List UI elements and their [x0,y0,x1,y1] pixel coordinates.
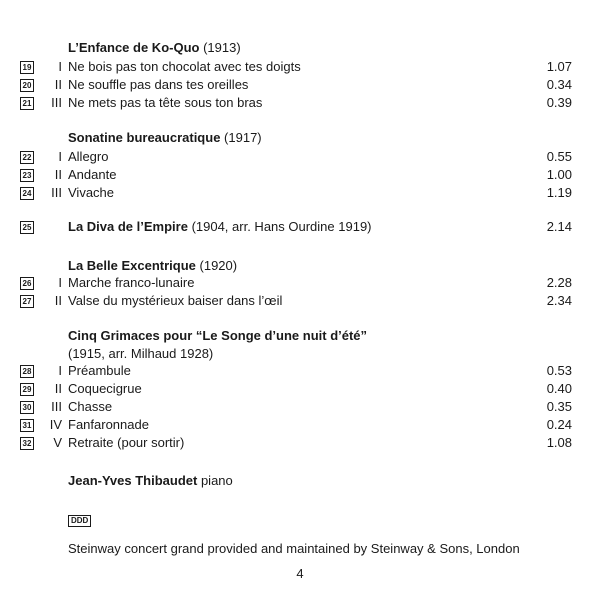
movement-title: Andante [68,167,117,182]
track-duration: 0.35 [546,399,572,414]
movement-title: Coquecigrue [68,381,142,396]
movement-title: Ne bois pas ton chocolat avec tes doigts [68,59,301,74]
track-duration: 1.07 [546,59,572,74]
track-row [0,166,600,184]
track-row [0,398,600,416]
movement-title: Marche franco-lunaire [68,275,195,290]
track-row [0,434,600,452]
track-row [0,380,600,398]
track-number: 28 [20,365,34,378]
instrument-credit: Steinway concert grand provided and maintained by Steinway & Sons, London [68,541,520,556]
track-row [0,184,600,202]
track-duration: 1.08 [546,435,572,450]
movement-numeral: III [51,399,62,414]
movement-title: Allegro [68,149,109,164]
track-number: 19 [20,61,34,74]
movement-title: Valse du mystérieux baiser dans l’œil [68,293,283,308]
track-number: 27 [20,295,34,308]
movement-numeral: III [51,95,62,110]
movement-title: Fanfaronnade [68,417,149,432]
track-duration: 2.14 [546,219,572,234]
work-details: (1915, arr. Milhaud 1928) [68,346,214,361]
track-duration: 1.19 [546,185,572,200]
track-number: 21 [20,97,34,110]
track-row [0,58,600,76]
track-number: 32 [20,437,34,450]
track-duration: 1.00 [546,167,572,182]
movement-title: Ne souffle pas dans tes oreilles [68,77,249,92]
track-duration: 0.53 [546,363,572,378]
track-number: 24 [20,187,34,200]
performer-credit [68,473,233,489]
movement-numeral: III [51,185,62,200]
movement-numeral: II [54,293,62,308]
track-row [0,416,600,434]
track-row [0,148,600,166]
movement-title: Chasse [68,399,113,414]
track-duration: 0.24 [546,417,572,432]
work-title: La Diva de l’Empire (1904, arr. Hans Ourdine 1919) [68,219,372,234]
track-number: 26 [20,277,34,290]
track-row [0,362,600,380]
movement-title: Ne mets pas ta tête sous ton bras [68,95,263,110]
track-number: 29 [20,383,34,396]
track-duration: 2.28 [546,275,572,290]
track-row [0,292,600,310]
track-row [0,218,600,236]
track-duration: 0.55 [546,149,572,164]
movement-title: Vivache [68,185,115,200]
work-title: Sonatine bureaucratique (1917) [68,130,262,145]
movement-numeral: II [54,167,62,182]
track-number: 20 [20,79,34,92]
track-number: 23 [20,169,34,182]
track-row [0,94,600,112]
track-number: 25 [20,221,34,234]
work-title: Cinq Grimaces pour “Le Songe d’une nuit d’été” [68,328,368,343]
movement-numeral: I [58,275,62,290]
track-number: 31 [20,419,34,432]
track-row [0,274,600,292]
movement-numeral: V [53,435,62,450]
work-title: L’Enfance de Ko-Quo (1913) [68,40,241,55]
movement-numeral: II [54,381,62,396]
movement-numeral: I [58,149,62,164]
movement-title: Préambule [68,363,131,378]
track-row [0,76,600,94]
track-duration: 0.34 [546,77,572,92]
work-title: La Belle Excentrique (1920) [68,258,238,273]
movement-numeral: IV [49,417,62,432]
track-duration: 0.40 [546,381,572,396]
movement-title: Retraite (pour sortir) [68,435,185,450]
track-duration: 0.39 [546,95,572,110]
track-number: 30 [20,401,34,414]
ddd-badge: DDD [68,515,91,527]
performer-name: Jean-Yves Thibaudet [68,473,198,488]
page-number: 4 [296,566,304,581]
movement-numeral: II [54,77,62,92]
performer-instrument: piano [200,473,233,488]
track-duration: 2.34 [546,293,572,308]
movement-numeral: I [58,59,62,74]
movement-numeral: I [58,363,62,378]
track-number: 22 [20,151,34,164]
